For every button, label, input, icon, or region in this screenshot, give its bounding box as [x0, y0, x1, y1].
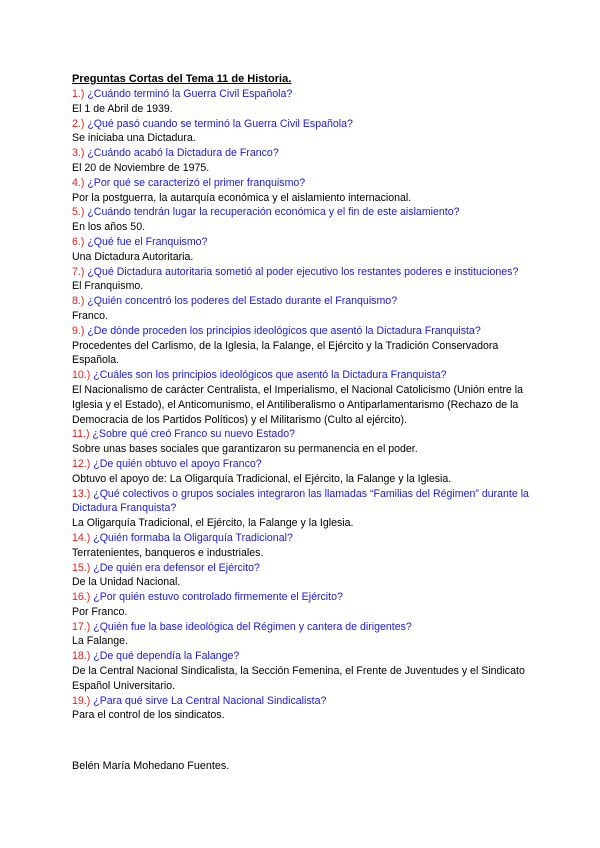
question	[72, 146, 532, 161]
question	[72, 694, 532, 709]
question-text: ¿Por qué se caracterizó el primer franquismo?	[87, 176, 306, 189]
answer: Para el control de los sindicatos.	[72, 709, 225, 722]
question-number: 17.)	[72, 620, 91, 633]
question	[72, 117, 532, 132]
question	[72, 649, 532, 664]
question-text: ¿Quién formaba la Oligarquía Tradicional?	[93, 531, 293, 544]
question-number: 12.)	[72, 457, 91, 470]
answer: Por la postguerra, la autarquía económica y el aislamiento internacional.	[72, 191, 412, 204]
answer: De la Unidad Nacional.	[72, 576, 181, 589]
question-number: 9.)	[72, 324, 85, 337]
answer: La Oligarquía Tradicional, el Ejército, la Falange y la Iglesia.	[72, 517, 354, 530]
question-number: 10.)	[72, 369, 91, 382]
answer: Sobre unas bases sociales que garantizaron su permanencia en el poder.	[72, 443, 418, 456]
answer: El 1 de Abril de 1939.	[72, 102, 173, 115]
question	[72, 87, 532, 102]
document-body	[72, 72, 532, 723]
answer: Procedentes del Carlismo, de la Iglesia, la Falange, el Ejército y la Tradición Conservadora Española.	[72, 339, 499, 367]
answer: Franco.	[72, 309, 108, 322]
question-text: ¿De quién era defensor el Ejército?	[93, 561, 260, 574]
question	[72, 176, 532, 191]
question	[72, 561, 532, 576]
question	[72, 531, 532, 546]
question	[72, 265, 532, 280]
question-text: ¿Qué pasó cuando se terminó la Guerra Civil Española?	[87, 117, 353, 130]
qa-list	[72, 87, 532, 723]
question-text: ¿Qué fue el Franquismo?	[87, 235, 208, 248]
question	[72, 205, 532, 220]
question	[72, 590, 532, 605]
question-text: ¿Quién fue la base ideológica del Régimen y cantera de dirigentes?	[93, 620, 412, 633]
question-text: ¿De dónde proceden los principios ideológicos que asentó la Dictadura Franquista?	[87, 324, 481, 337]
question-number: 6.)	[72, 235, 85, 248]
question	[72, 427, 532, 442]
question-number: 8.)	[72, 295, 85, 308]
question-number: 19.)	[72, 694, 91, 707]
question-number: 5.)	[72, 206, 85, 219]
question	[72, 368, 532, 383]
question-number: 16.)	[72, 591, 91, 604]
question-text: ¿Para qué sirve La Central Nacional Sindicalista?	[93, 694, 327, 707]
question	[72, 294, 532, 309]
question-text: ¿De quién obtuvo el apoyo Franco?	[93, 457, 262, 470]
question-number: 7.)	[72, 265, 85, 278]
question-number: 15.)	[72, 561, 91, 574]
author-signature: Belén María Mohedano Fuentes.	[72, 760, 230, 772]
question-text: ¿Por quién estuvo controlado firmemente el Ejército?	[93, 591, 343, 604]
answer: De la Central Nacional Sindicalista, la Sección Femenina, el Frente de Juventudes y el Sindicato Español Universitario.	[72, 665, 525, 692]
question-number: 2.)	[72, 117, 85, 130]
answer: El 20 de Noviembre de 1975.	[72, 161, 210, 174]
question	[72, 487, 532, 517]
question-number: 18.)	[72, 650, 91, 663]
question-text: ¿Qué colectivos o grupos sociales integraron las llamadas “Familias del Régimen” durante la Dictadura Franquista?	[72, 487, 529, 515]
answer: Por Franco.	[72, 605, 128, 618]
answer: En los años 50.	[72, 221, 146, 234]
answer: El Franquismo.	[72, 280, 144, 293]
question-number: 4.)	[72, 176, 85, 189]
answer: El Nacionalismo de carácter Centralista, el Imperialismo, el Nacional Catolicismo (Unión entre la Iglesia y el Estado), el Anticomunismo, el Antiliberalismo o Antiparlamentarismo (Rechazo de la Democracia de los Partidos Políticos) y el Militarismo (Culto al ejército).	[72, 383, 524, 426]
answer: Obtuvo el apoyo de: La Oligarquía Tradicional, el Ejército, la Falange y la Iglesia.	[72, 472, 452, 485]
question-text: ¿Cuándo tendrán lugar la recuperación económica y el fin de este aislamiento?	[87, 206, 460, 219]
question-text: ¿Quién concentró los poderes del Estado durante el Franquismo?	[87, 295, 398, 308]
answer: Se iniciaba una Dictadura.	[72, 132, 196, 145]
question-number: 1.)	[72, 88, 85, 100]
question-text: ¿Qué Dictadura autoritaria sometió al poder ejecutivo los restantes poderes e instituciones?	[87, 265, 519, 278]
question	[72, 620, 532, 635]
question-number: 11.)	[72, 428, 90, 441]
question-text: ¿Cuándo acabó la Dictadura de Franco?	[87, 147, 279, 160]
question	[72, 457, 532, 472]
answer: Terratenientes, banqueros e industriales.	[72, 546, 264, 559]
question-number: 14.)	[72, 531, 91, 544]
question	[72, 324, 532, 339]
question-text: ¿De qué dependía la Falange?	[93, 650, 240, 663]
question	[72, 235, 532, 250]
question-number: 3.)	[72, 147, 85, 160]
answer: Una Dictadura Autoritaria.	[72, 250, 194, 263]
question-number: 13.)	[72, 487, 91, 500]
question-text: ¿Cuáles son los principios ideológicos que asentó la Dictadura Franquista?	[93, 369, 447, 382]
question-text: ¿Cuándo terminó la Guerra Civil Española?	[87, 88, 293, 100]
answer: La Falange.	[72, 635, 128, 648]
document-title: Preguntas Cortas del Tema 11 de Historia.	[72, 73, 292, 85]
question-text: ¿Sobre qué creó Franco su nuevo Estado?	[92, 428, 296, 441]
